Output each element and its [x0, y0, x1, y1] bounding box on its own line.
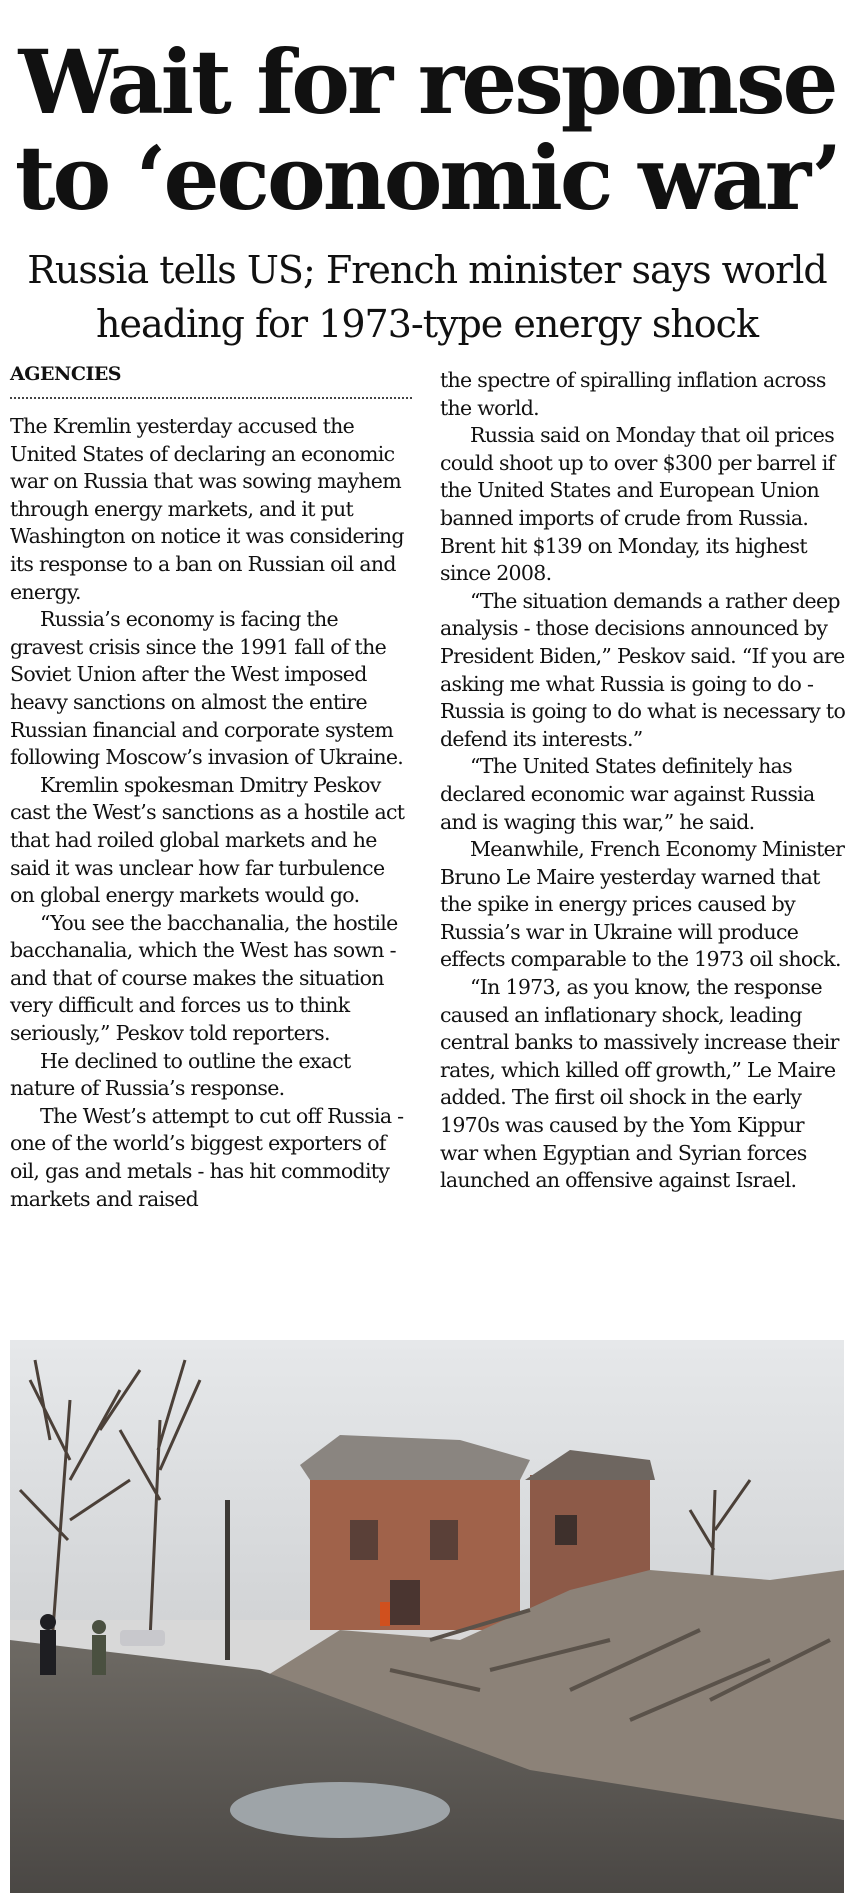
brick-building	[300, 1435, 530, 1630]
subheadline-line-2: heading for 1973-type energy shock	[96, 302, 758, 346]
paragraph: The West’s attempt to cut off Russia - one of the world’s biggest exporters of oil, gas and metals - has hit commodity markets and raised	[10, 1103, 404, 1211]
article-column-left	[10, 413, 414, 1213]
paragraph: He declined to outline the exact nature of Russia’s response.	[10, 1048, 351, 1101]
parked-car	[120, 1630, 165, 1646]
article-column-right	[440, 367, 846, 1195]
headline-line-2: to ‘economic war’	[14, 126, 840, 230]
paragraph: Russia said on Monday that oil prices could shoot up to over $300 per barrel if the United States and European Union banned imports of crude from Russia. Brent hit $139 on Monday, its highest since 2008.	[440, 423, 835, 586]
news-photo-destroyed-buildings	[10, 1340, 844, 1893]
paragraph: “You see the bacchanalia, the hostile bacchanalia, which the West has sown - and that of course makes the situation very difficult and forces us to think seriously,” Peskov told reporters.	[10, 910, 398, 1046]
subheadline-line-1: Russia tells US; French minister says world	[27, 248, 827, 292]
paragraph: “The United States definitely has declared economic war against Russia and is waging this war,” he said.	[440, 754, 815, 834]
paragraph: “The situation demands a rather deep analysis - those decisions announced by President Biden,” Peskov said. “If you are asking me what Russia is going to do - Russia is going to do what is necessary to defend its interests.”	[440, 588, 846, 751]
paragraph: Russia’s economy is facing the gravest crisis since the 1991 fall of the Soviet Union after the West imposed heavy sanctions on almost the entire Russian financial and corporate system following Moscow’s invasion of Ukraine.	[10, 607, 404, 770]
byline: AGENCIES	[10, 363, 122, 385]
puddle	[230, 1782, 450, 1838]
paragraph: The Kremlin yesterday accused the United States of declaring an economic war on Russia that was sowing mayhem through energy markets, and it put Washington on notice it was considering its response to a ban on Russian oil and energy.	[10, 414, 404, 604]
paragraph: Kremlin spokesman Dmitry Peskov cast the West’s sanctions as a hostile act that had roiled global markets and he said it was unclear how far turbulence on global energy markets would go.	[10, 772, 405, 908]
paragraph: Meanwhile, French Economy Minister Bruno Le Maire yesterday warned that the spike in energy prices caused by Russia’s war in Ukraine will produce effects comparable to the 1973 oil shock.	[440, 837, 845, 972]
headline-line-1: Wait for response	[18, 30, 836, 134]
subheadline	[0, 243, 854, 351]
byline-divider	[10, 397, 412, 399]
headline	[0, 30, 854, 230]
paragraph: “In 1973, as you know, the response caused an inflationary shock, leading central banks to massively increase their rates, which killed off growth,” Le Maire added. The first oil shock in the early 1970s was caused by the Yom Kippur war when Egyptian and Syrian forces launched an offensive against Israel.	[440, 975, 839, 1193]
paragraph: the spectre of spiralling inflation across the world.	[440, 368, 826, 420]
utility-pole	[225, 1500, 230, 1660]
